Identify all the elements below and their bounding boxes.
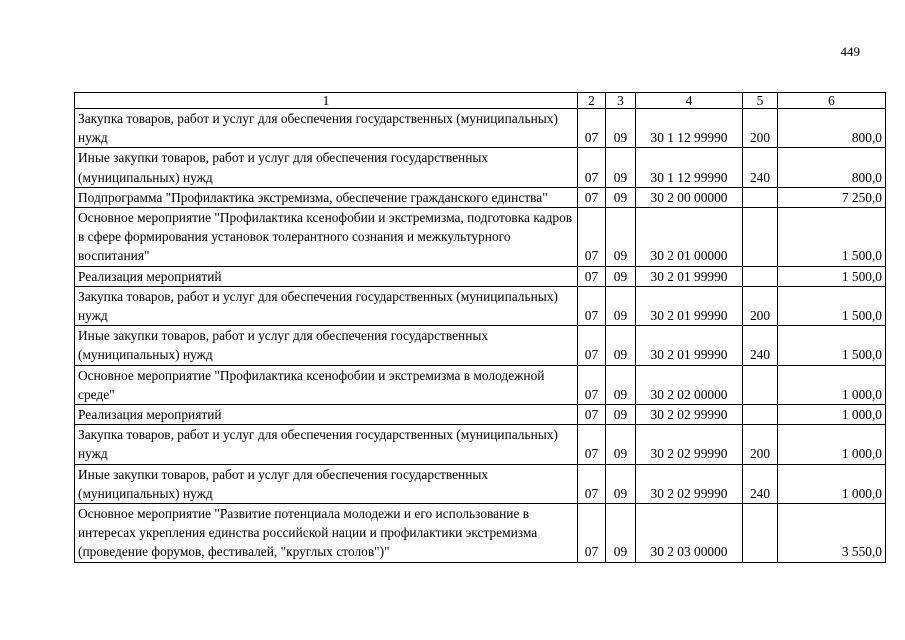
column-header: 2	[578, 93, 606, 109]
table-row	[75, 109, 886, 148]
table-row	[75, 286, 886, 325]
table-row	[75, 405, 886, 425]
expense-type-code-cell: 240	[743, 148, 778, 187]
section-code-cell: 07	[578, 365, 606, 404]
expense-type-code-cell: 240	[743, 464, 778, 503]
amount-cell: 1 000,0	[778, 425, 886, 464]
expense-type-code-cell	[743, 266, 778, 286]
target-article-code-cell: 30 2 02 99990	[636, 464, 743, 503]
budget-table	[74, 92, 886, 563]
subsection-code-cell: 09	[606, 326, 636, 365]
item-name-cell: Закупка товаров, работ и услуг для обеспечения государственных (муниципальных) нужд	[75, 109, 578, 148]
target-article-code-cell: 30 2 01 99990	[636, 326, 743, 365]
item-name-cell: Реализация мероприятий	[75, 266, 578, 286]
expense-type-code-cell	[743, 405, 778, 425]
section-code-cell: 07	[578, 405, 606, 425]
target-article-code-cell: 30 2 03 00000	[636, 504, 743, 563]
subsection-code-cell: 09	[606, 365, 636, 404]
amount-cell: 1 500,0	[778, 266, 886, 286]
subsection-code-cell: 09	[606, 286, 636, 325]
table-body	[75, 109, 886, 563]
section-code-cell: 07	[578, 326, 606, 365]
amount-cell: 1 500,0	[778, 286, 886, 325]
table-row	[75, 148, 886, 187]
section-code-cell: 07	[578, 148, 606, 187]
table-row	[75, 266, 886, 286]
table-row	[75, 425, 886, 464]
target-article-code-cell: 30 2 02 99990	[636, 405, 743, 425]
expense-type-code-cell	[743, 208, 778, 267]
target-article-code-cell: 30 2 01 00000	[636, 208, 743, 267]
amount-cell: 3 550,0	[778, 504, 886, 563]
item-name-cell: Закупка товаров, работ и услуг для обеспечения государственных (муниципальных) нужд	[75, 425, 578, 464]
target-article-code-cell: 30 2 02 00000	[636, 365, 743, 404]
expense-type-code-cell: 200	[743, 109, 778, 148]
column-header: 5	[743, 93, 778, 109]
expense-type-code-cell	[743, 187, 778, 207]
table-row	[75, 464, 886, 503]
item-name-cell: Закупка товаров, работ и услуг для обеспечения государственных (муниципальных) нужд	[75, 286, 578, 325]
amount-cell: 1 000,0	[778, 365, 886, 404]
amount-cell: 1 500,0	[778, 326, 886, 365]
item-name-cell: Основное мероприятие "Профилактика ксенофобии и экстремизма в молодежной среде"	[75, 365, 578, 404]
subsection-code-cell: 09	[606, 266, 636, 286]
target-article-code-cell: 30 2 00 00000	[636, 187, 743, 207]
table-row	[75, 365, 886, 404]
target-article-code-cell: 30 2 01 99990	[636, 286, 743, 325]
section-code-cell: 07	[578, 266, 606, 286]
column-header: 6	[778, 93, 886, 109]
target-article-code-cell: 30 1 12 99990	[636, 109, 743, 148]
item-name-cell: Основное мероприятие "Профилактика ксенофобии и экстремизма, подготовка кадров в сфере формирования установок толерантного сознания и межкультурного воспитания"	[75, 208, 578, 267]
subsection-code-cell: 09	[606, 405, 636, 425]
expense-type-code-cell: 240	[743, 326, 778, 365]
section-code-cell: 07	[578, 504, 606, 563]
item-name-cell: Основное мероприятие "Развитие потенциала молодежи и его использование в интересах укрепления единства российской нации и профилактики экстремизма (проведение форумов, фестивалей, "круглых столов")"	[75, 504, 578, 563]
item-name-cell: Подпрограмма "Профилактика экстремизма, обеспечение гражданского единства"	[75, 187, 578, 207]
subsection-code-cell: 09	[606, 109, 636, 148]
item-name-cell: Иные закупки товаров, работ и услуг для обеспечения государственных (муниципальных) нужд	[75, 326, 578, 365]
item-name-cell: Иные закупки товаров, работ и услуг для обеспечения государственных (муниципальных) нужд	[75, 464, 578, 503]
page-number: 449	[840, 44, 860, 59]
section-code-cell: 07	[578, 208, 606, 267]
target-article-code-cell: 30 2 01 99990	[636, 266, 743, 286]
section-code-cell: 07	[578, 286, 606, 325]
amount-cell: 1 000,0	[778, 464, 886, 503]
amount-cell: 800,0	[778, 109, 886, 148]
subsection-code-cell: 09	[606, 504, 636, 563]
amount-cell: 7 250,0	[778, 187, 886, 207]
column-header: 4	[636, 93, 743, 109]
section-code-cell: 07	[578, 464, 606, 503]
amount-cell: 800,0	[778, 148, 886, 187]
table-row	[75, 504, 886, 563]
section-code-cell: 07	[578, 187, 606, 207]
section-code-cell: 07	[578, 425, 606, 464]
subsection-code-cell: 09	[606, 187, 636, 207]
expense-type-code-cell: 200	[743, 425, 778, 464]
table-row	[75, 208, 886, 267]
expense-type-code-cell	[743, 504, 778, 563]
target-article-code-cell: 30 2 02 99990	[636, 425, 743, 464]
target-article-code-cell: 30 1 12 99990	[636, 148, 743, 187]
expense-type-code-cell: 200	[743, 286, 778, 325]
table-row	[75, 326, 886, 365]
subsection-code-cell: 09	[606, 208, 636, 267]
column-header: 1	[75, 93, 578, 109]
amount-cell: 1 000,0	[778, 405, 886, 425]
item-name-cell: Реализация мероприятий	[75, 405, 578, 425]
header-row	[75, 93, 886, 109]
column-header: 3	[606, 93, 636, 109]
subsection-code-cell: 09	[606, 464, 636, 503]
subsection-code-cell: 09	[606, 425, 636, 464]
amount-cell: 1 500,0	[778, 208, 886, 267]
table-row	[75, 187, 886, 207]
section-code-cell: 07	[578, 109, 606, 148]
subsection-code-cell: 09	[606, 148, 636, 187]
item-name-cell: Иные закупки товаров, работ и услуг для обеспечения государственных (муниципальных) нужд	[75, 148, 578, 187]
expense-type-code-cell	[743, 365, 778, 404]
